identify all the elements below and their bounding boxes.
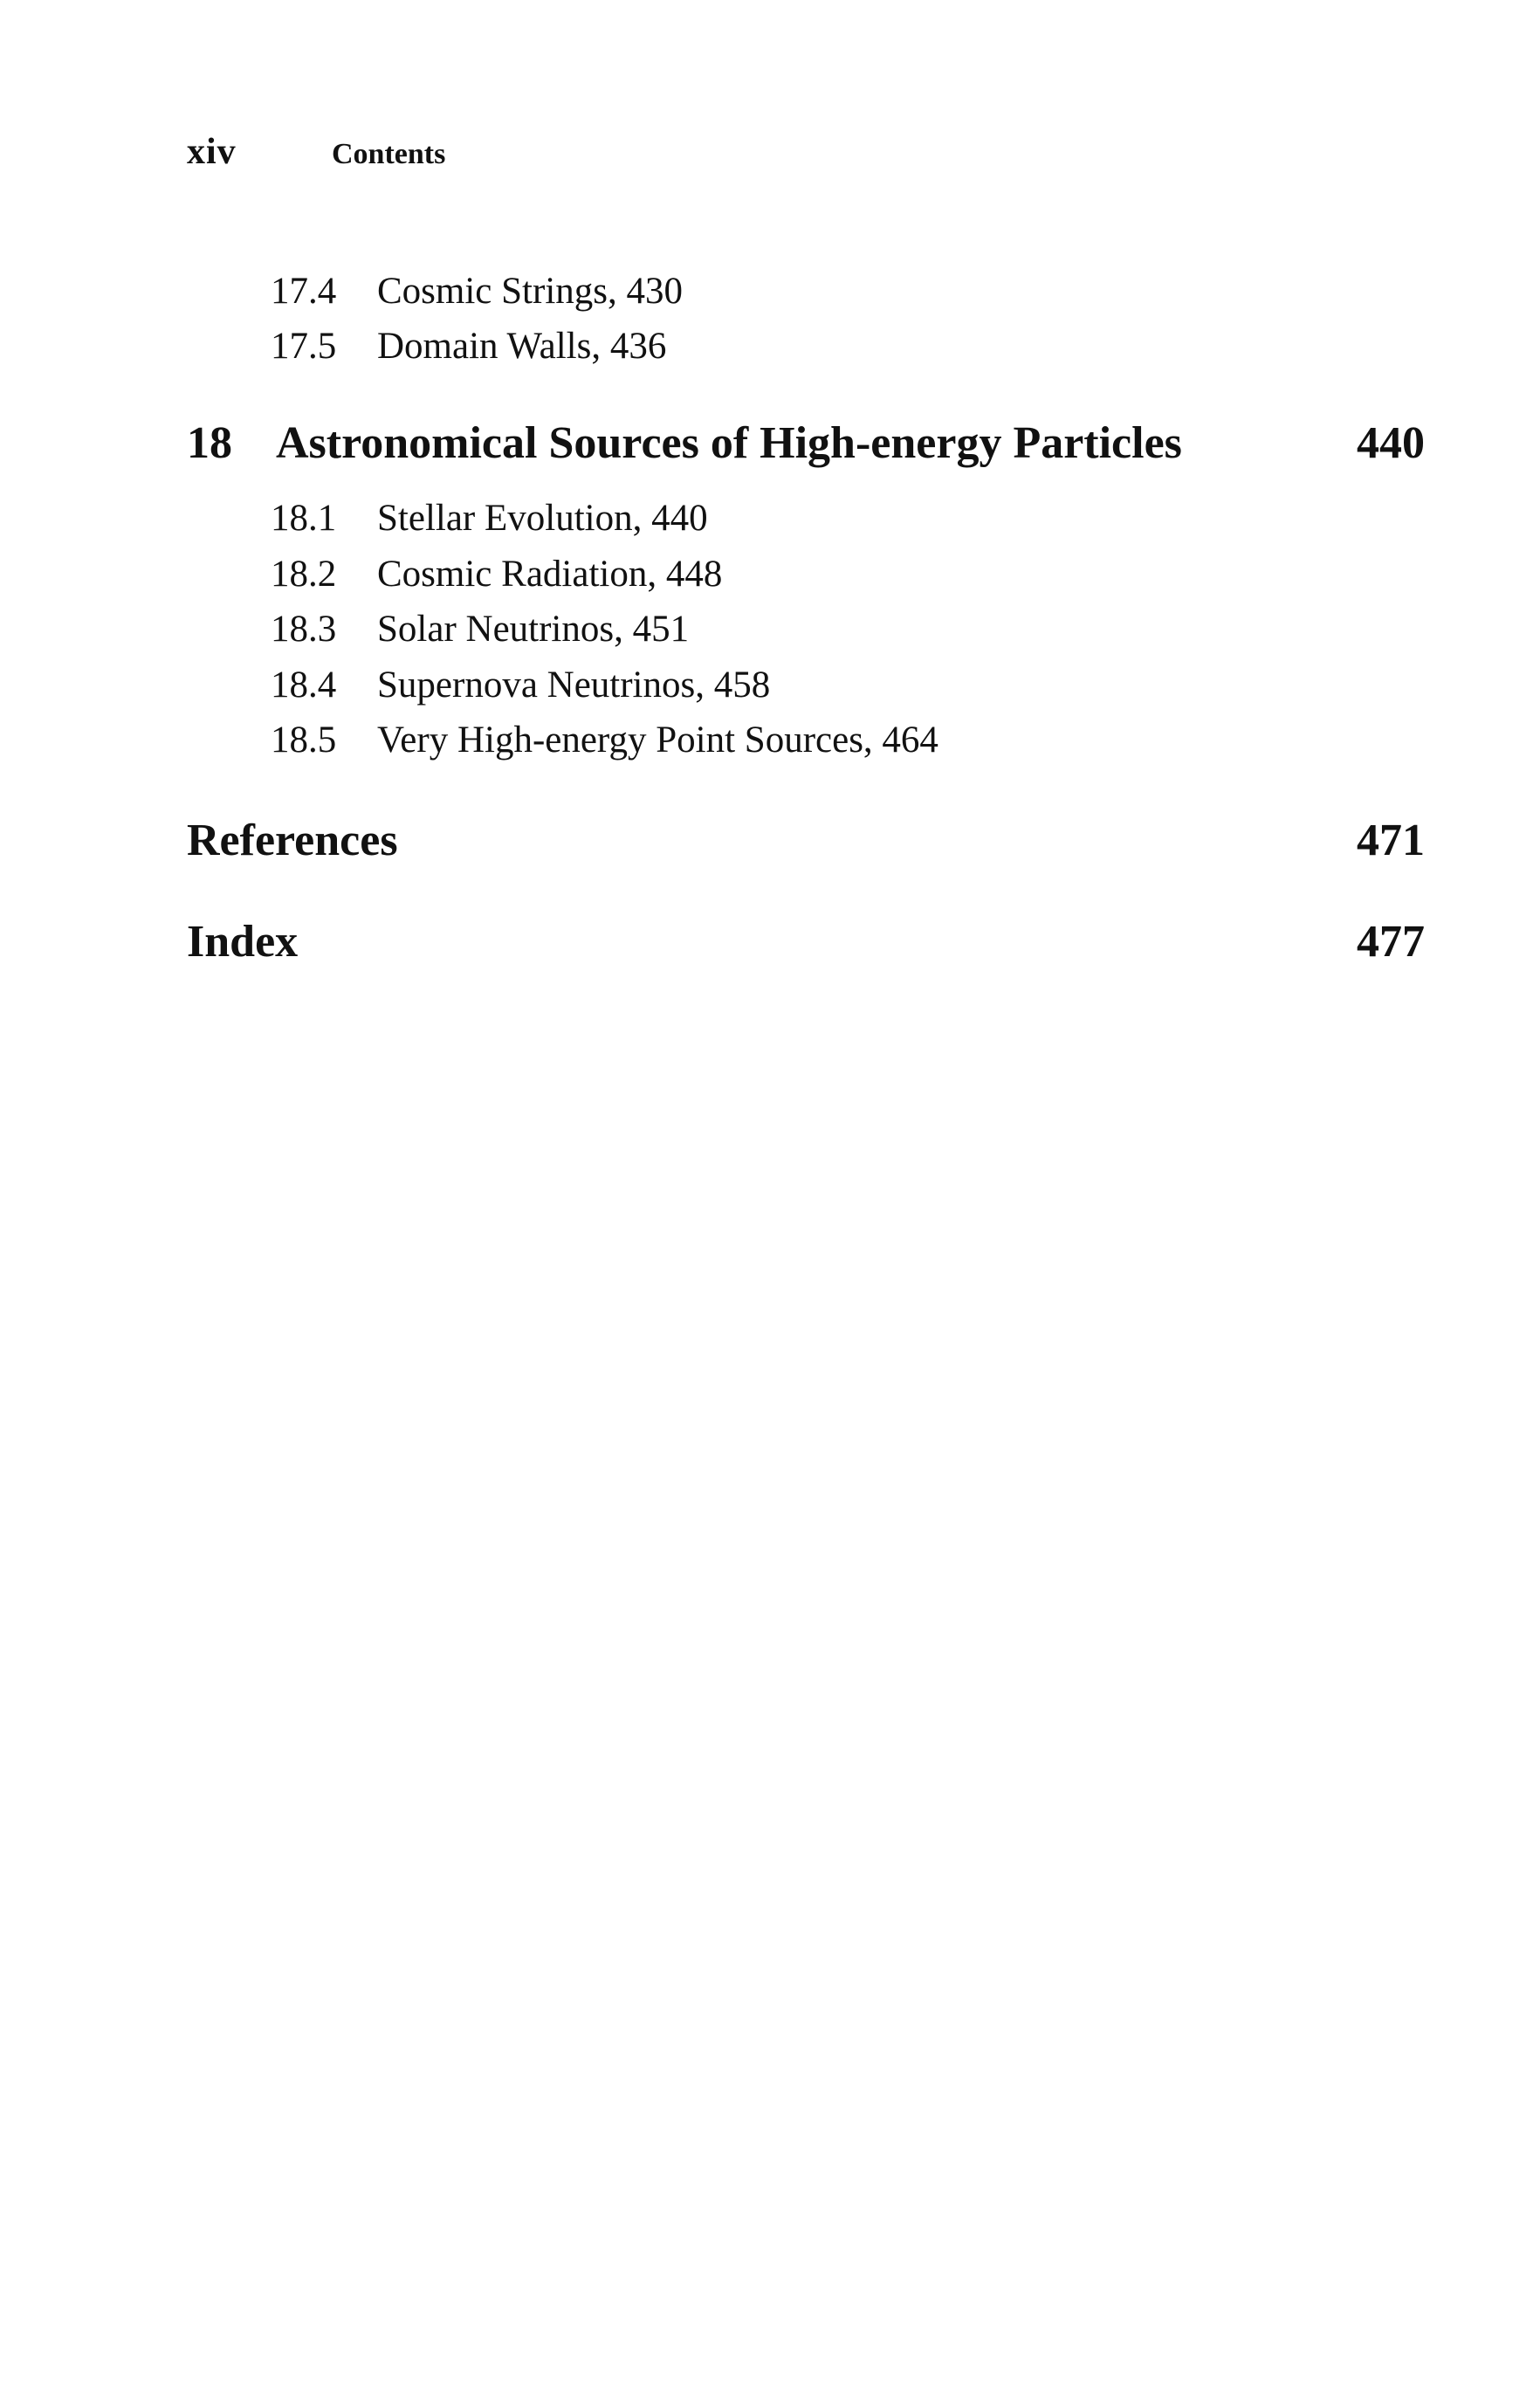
section-title: Very High-energy Point Sources, 464 <box>377 720 938 761</box>
section-number: 18.2 <box>271 554 337 595</box>
section-title: Supernova Neutrinos, 458 <box>377 664 771 706</box>
index-page-number: 477 <box>1357 917 1425 967</box>
page-folio: xiv <box>187 132 237 172</box>
section-title: Cosmic Strings, 430 <box>377 271 684 312</box>
running-head-title: Contents <box>332 138 446 170</box>
section-number: 18.3 <box>271 609 337 650</box>
section-number: 18.1 <box>271 498 337 539</box>
section-number: 18.5 <box>271 720 337 761</box>
section-title: Cosmic Radiation, 448 <box>377 554 723 595</box>
section-number: 17.4 <box>271 271 337 312</box>
references-title: References <box>187 816 398 865</box>
chapter-page-number: 440 <box>1357 418 1425 468</box>
section-title: Solar Neutrinos, 451 <box>377 609 690 650</box>
section-number: 18.4 <box>271 664 337 706</box>
chapter-number: 18 <box>187 418 232 468</box>
section-title: Stellar Evolution, 440 <box>377 498 708 539</box>
references-page-number: 471 <box>1357 816 1425 865</box>
chapter-title: Astronomical Sources of High-energy Particles <box>276 418 1182 468</box>
section-title: Domain Walls, 436 <box>377 326 667 367</box>
section-number: 17.5 <box>271 326 337 367</box>
index-title: Index <box>187 917 299 967</box>
